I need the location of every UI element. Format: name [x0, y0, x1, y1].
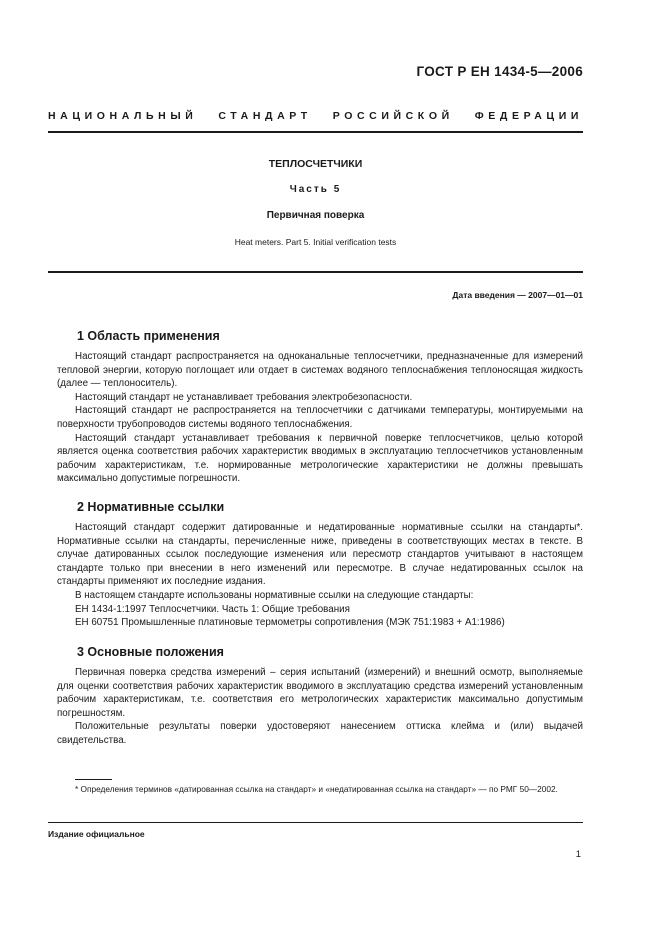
document-part: Часть 5 — [289, 184, 342, 195]
section2-body — [57, 521, 583, 630]
document-title: ТЕПЛОСЧЕТЧИКИ — [268, 158, 363, 170]
section1-body — [57, 350, 583, 486]
national-standard-banner: НАЦИОНАЛЬНЫЙ СТАНДАРТ РОССИЙСКОЙ ФЕДЕРАЦИИ — [48, 110, 583, 122]
document-subtitle: Первичная поверка — [266, 210, 365, 221]
footnote-separator — [75, 779, 112, 780]
english-title: Heat meters. Part 5. Initial verification tests — [234, 237, 397, 247]
reference-item: ЕН 1434-1:1997 Теплосчетчики. Часть 1: Общие требования — [75, 603, 350, 615]
standard-code: ГОСТ Р ЕН 1434-5—2006 — [416, 64, 583, 79]
footnote: * Определения терминов «датированная ссылка на стандарт» и «недатированная ссылка на стандарт» — по РМГ 50—2002. — [75, 784, 558, 794]
paragraph: Настоящий стандарт не устанавливает требования электробезопасности. — [75, 391, 413, 403]
section3-body — [57, 666, 583, 748]
paragraph: Положительные результаты поверки удостоверяют нанесением оттиска клейма и (или) выдачей свидетельства. — [57, 721, 583, 746]
paragraph: Первичная поверка средства измерений – серия испытаний (измерений) и внешний осмотр, выполняемые для оценки соответствия рабочих характеристик вводимого в эксплуатацию средства измерений установленным рабочим характеристикам, т.е. соответствия его метрологических характеристик максимально допустимым погрешностям. — [57, 667, 583, 719]
footer-rule — [48, 822, 583, 823]
paragraph: В настоящем стандарте использованы нормативные ссылки на следующие стандарты: — [75, 589, 474, 601]
reference-item: ЕН 60751 Промышленные платиновые термометры сопротивления (МЭК 751:1983 + А1:1986) — [75, 617, 505, 629]
paragraph: Настоящий стандарт содержит датированные и недатированные нормативные ссылки на стандарты*. Нормативные ссылки на стандарты, перечисленные ниже, приведены в соответствующих местах в тексте. В случае датированных ссылок последующие изменения или пересмотр стандартов учитывают в настоящем стандарте только при внесении в него изменений или пересмотре. В случае недатированных ссылок на стандарты применяют их последние издания. — [57, 522, 583, 588]
section1-heading: 1 Область применения — [77, 329, 220, 343]
paragraph: Настоящий стандарт устанавливает требования к первичной поверке теплосчетчиков, целью которой является оценка соответствия рабочих характеристик вводимых в эксплуатацию теплосчетчиков установленным рабочим характеристикам, т.е. нормированные метрологические характеристики не должны превышать максимально допустимые погрешности. — [57, 432, 583, 485]
page-number: 1 — [575, 849, 581, 860]
section2-heading: 2 Нормативные ссылки — [77, 500, 225, 514]
edition-label: Издание официальное — [48, 829, 145, 839]
header-rule — [48, 131, 583, 133]
section3-heading: 3 Основные положения — [77, 645, 224, 659]
paragraph: Настоящий стандарт распространяется на одноканальные теплосчетчики, предназначенные для измерений тепловой энергии, которую поглощает или отдает в системах водяного теплоснабжения теплоносящая жидкость (далее — теплоноситель). — [57, 351, 583, 390]
title-rule — [48, 271, 583, 273]
intro-date: Дата введения — 2007—01—01 — [452, 290, 583, 300]
paragraph: Настоящий стандарт не распространяется на теплосчетчики с датчиками температуры, монтируемыми на поверхности трубопроводов системы водяного теплоснабжения. — [57, 405, 583, 430]
